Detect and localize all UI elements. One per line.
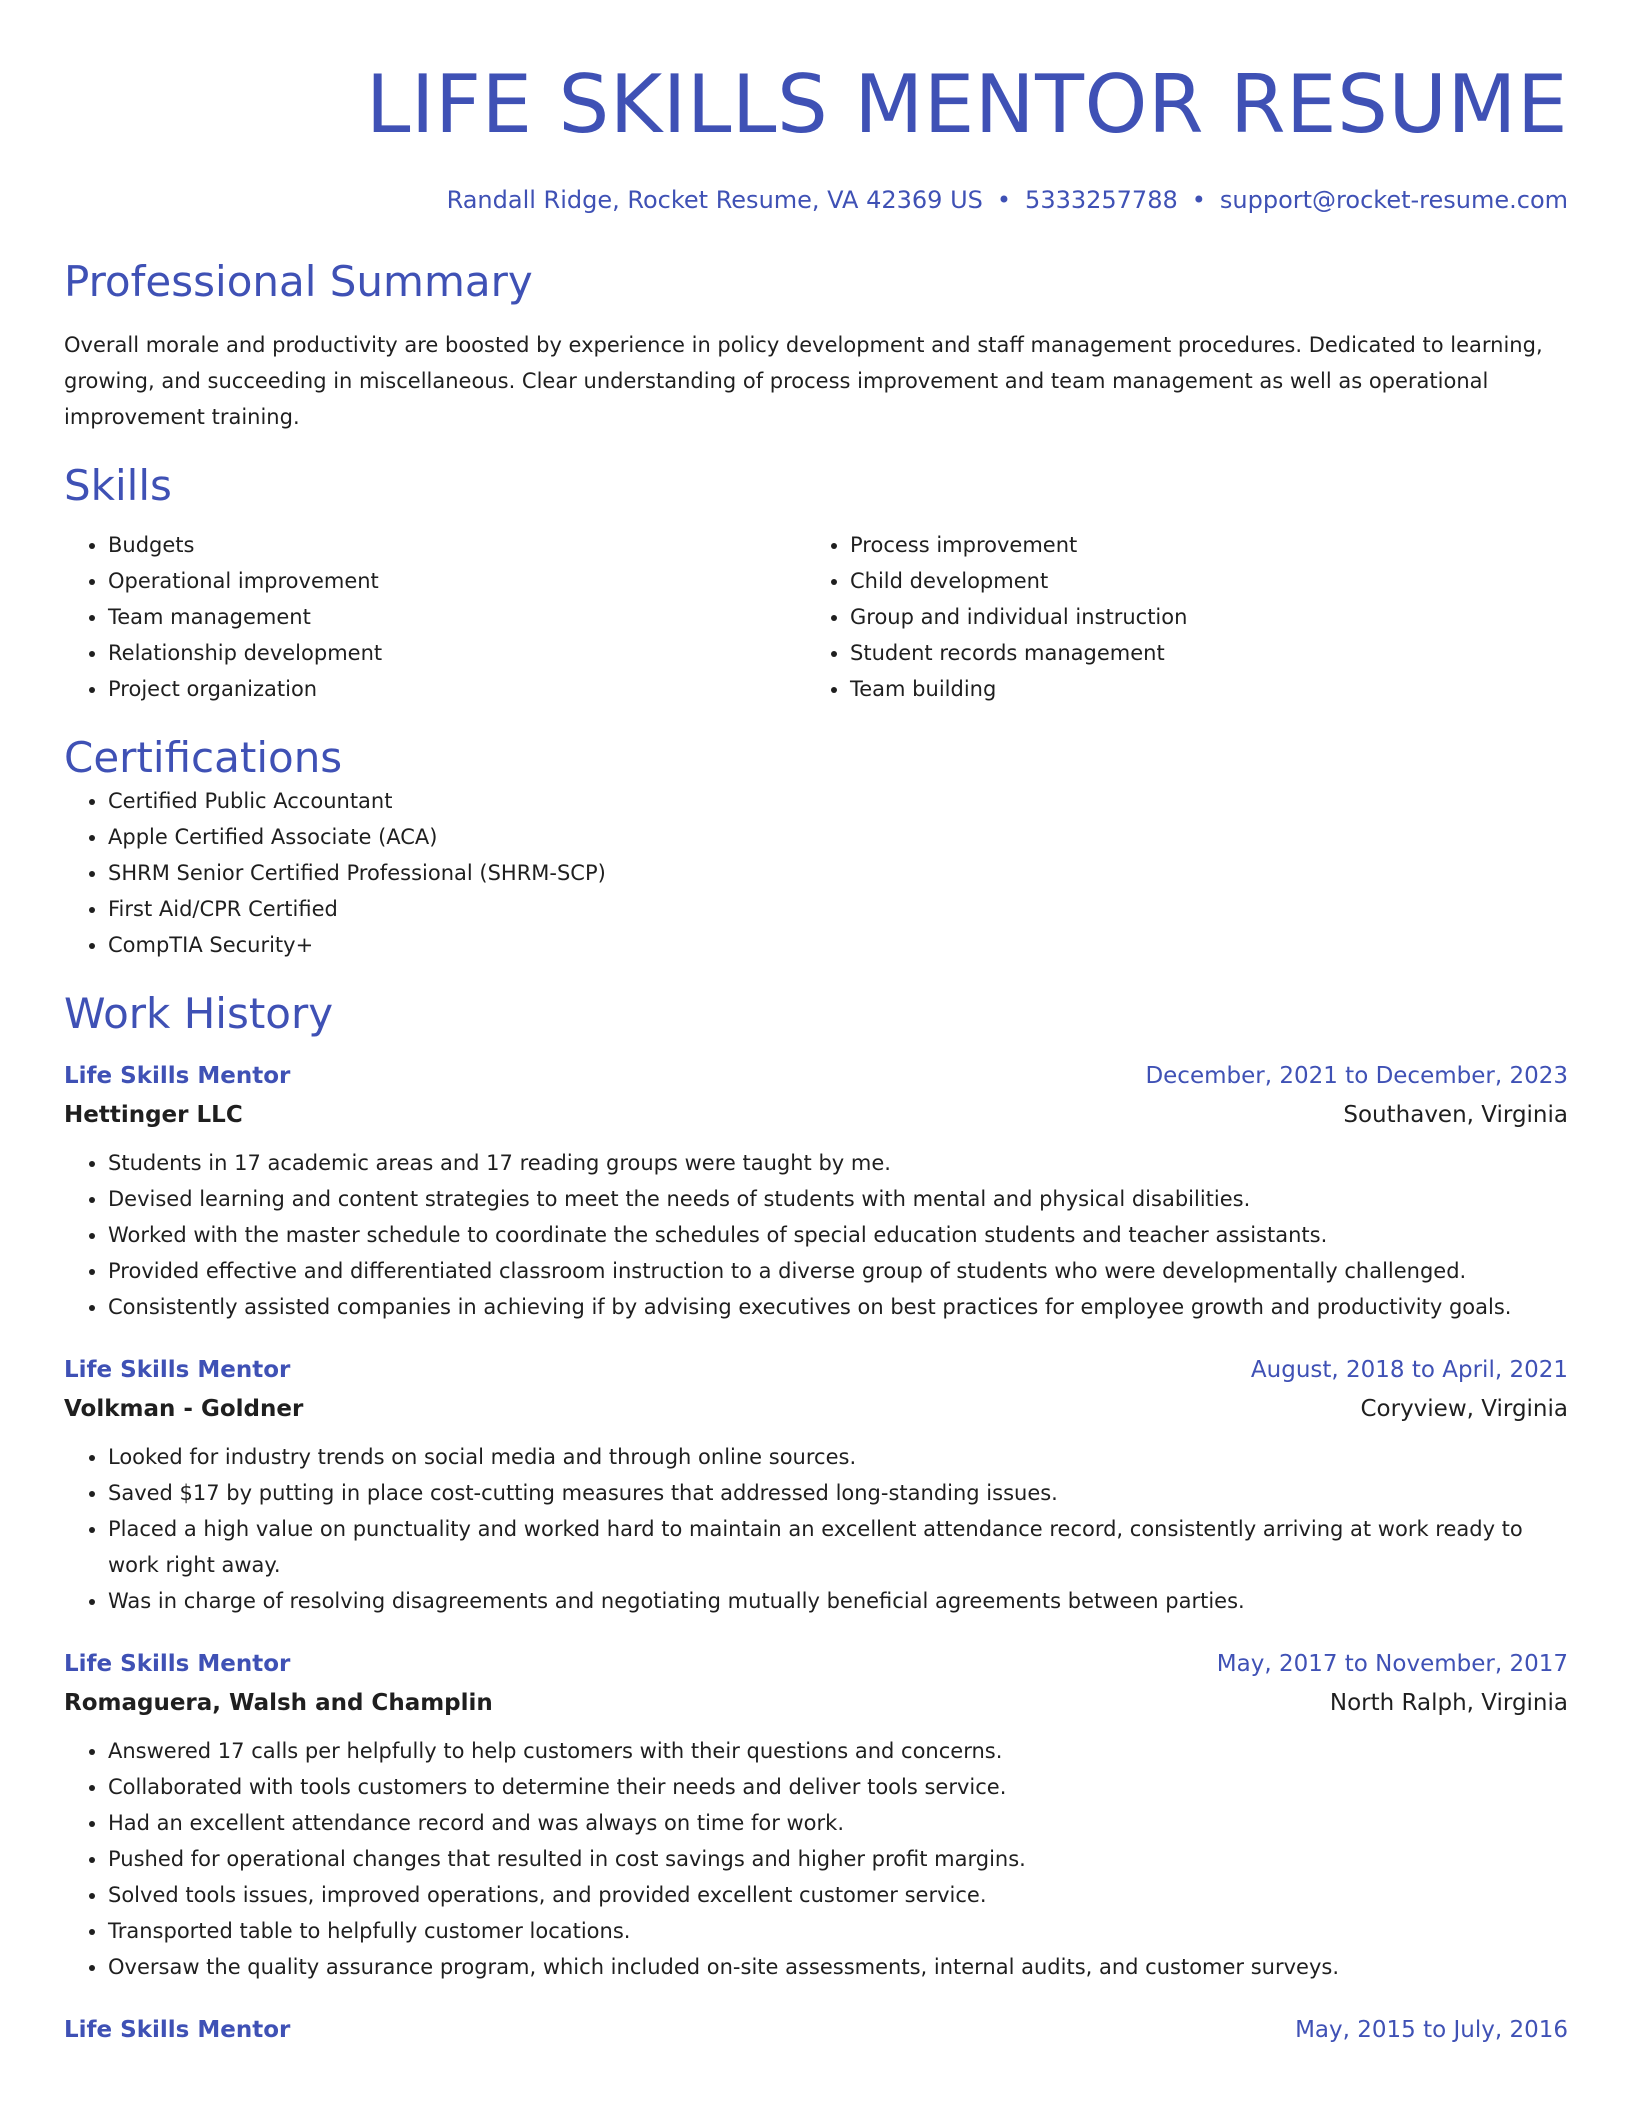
contact-separator: • <box>996 186 1012 214</box>
resume-header <box>64 0 1568 215</box>
certification-item: • SHRM Senior Certified Professional (SHRM-SCP) <box>108 855 1568 891</box>
skill-item: • Budgets <box>108 527 806 563</box>
job-company-row <box>64 1389 1568 1429</box>
job-location: Coryview, Virginia <box>1360 1396 1568 1422</box>
job-duty: • Provided effective and differentiated classroom instruction to a diverse group of students who were developmentally challenged. <box>108 1253 1568 1289</box>
job-entry <box>64 1057 1568 1325</box>
skills-list-left <box>64 527 806 707</box>
skills-column-right <box>806 527 1548 707</box>
job-role: Life Skills Mentor <box>64 1651 291 1677</box>
job-location: North Ralph, Virginia <box>1329 1690 1568 1716</box>
skill-item: • Relationship development <box>108 635 806 671</box>
job-dates: December, 2021 to December, 2023 <box>1145 1063 1568 1089</box>
job-duty: • Was in charge of resolving disagreements and negotiating mutually beneficial agreements between parties. <box>108 1583 1568 1619</box>
job-duty: • Devised learning and content strategies to meet the needs of students with mental and physical disabilities. <box>108 1181 1568 1217</box>
certification-item: • First Aid/CPR Certified <box>108 891 1568 927</box>
job-duty: • Answered 17 calls per helpfully to help customers with their questions and concerns. <box>108 1733 1568 1769</box>
page-title: LIFE SKILLS MENTOR RESUME <box>365 58 1568 151</box>
skill-item: • Child development <box>850 563 1548 599</box>
skills-list-right <box>806 527 1548 707</box>
certification-item: • Certified Public Accountant <box>108 783 1568 819</box>
skill-item: • Project organization <box>108 671 806 707</box>
certification-item: • CompTIA Security+ <box>108 927 1568 963</box>
job-company: Romaguera, Walsh and Champlin <box>64 1690 493 1716</box>
job-dates: August, 2018 to April, 2021 <box>1250 1357 1568 1383</box>
work-history-heading: Work History <box>64 989 334 1038</box>
job-entry <box>64 1645 1568 1985</box>
job-duty: • Consistently assisted companies in achieving if by advising executives on best practices for employee growth and productivity goals. <box>108 1289 1568 1325</box>
job-duty: • Transported table to helpfully customer locations. <box>108 1913 1568 1949</box>
job-header-row <box>64 1351 1568 1389</box>
job-location: Southaven, Virginia <box>1343 1102 1568 1128</box>
contact-line <box>64 185 1568 215</box>
skills-column-left <box>64 527 806 707</box>
job-dates: May, 2017 to November, 2017 <box>1216 1651 1568 1677</box>
skill-item: • Group and individual instruction <box>850 599 1548 635</box>
contact-address: Randall Ridge, Rocket Resume, VA 42369 US <box>446 186 983 214</box>
certification-item: • Apple Certified Associate (ACA) <box>108 819 1568 855</box>
contact-phone: 5333257788 <box>1025 186 1178 214</box>
job-duties-list <box>64 1145 1568 1325</box>
job-company-row <box>64 1095 1568 1135</box>
job-company: Hettinger LLC <box>64 1102 243 1128</box>
job-duty: • Looked for industry trends on social media and through online sources. <box>108 1439 1568 1475</box>
job-dates: May, 2015 to July, 2016 <box>1295 2017 1568 2043</box>
skills-grid <box>64 527 1568 707</box>
skills-heading: Skills <box>64 461 172 510</box>
summary-text: Overall morale and productivity are boosted by experience in policy development and staff management procedures. Dedicated to learning, growing, and succeeding in miscellaneous. Clear understanding of process improvement and team management as well as operational improvement training. <box>64 333 1543 429</box>
job-duty: • Collaborated with tools customers to determine their needs and deliver tools service. <box>108 1769 1568 1805</box>
job-entry <box>64 2011 1568 2049</box>
job-duties-list <box>64 1439 1568 1619</box>
certifications-heading: Certifications <box>64 733 343 782</box>
skill-item: • Team management <box>108 599 806 635</box>
contact-separator: • <box>1191 186 1206 214</box>
skill-item: • Team building <box>850 671 1548 707</box>
job-entry <box>64 1351 1568 1619</box>
contact-email: support@rocket-resume.com <box>1219 186 1568 214</box>
job-role: Life Skills Mentor <box>64 2017 291 2043</box>
job-company-row <box>64 1683 1568 1723</box>
job-role: Life Skills Mentor <box>64 1357 291 1383</box>
job-duty: • Pushed for operational changes that resulted in cost savings and higher profit margins. <box>108 1841 1568 1877</box>
job-duty: • Had an excellent attendance record and was always on time for work. <box>108 1805 1568 1841</box>
job-duty: • Oversaw the quality assurance program, which included on-site assessments, internal audits, and customer surveys. <box>108 1949 1568 1985</box>
skill-item: • Operational improvement <box>108 563 806 599</box>
job-duty: • Solved tools issues, improved operations, and provided excellent customer service. <box>108 1877 1568 1913</box>
job-duties-list <box>64 1733 1568 1985</box>
certifications-list <box>64 783 1568 963</box>
summary-heading: Professional Summary <box>64 257 533 306</box>
job-header-row <box>64 1057 1568 1095</box>
job-role: Life Skills Mentor <box>64 1063 291 1089</box>
job-duty: • Placed a high value on punctuality and worked hard to maintain an excellent attendance record, consistently arriving at work ready to work right away. <box>108 1511 1568 1583</box>
job-duty: • Saved $17 by putting in place cost-cutting measures that addressed long-standing issues. <box>108 1475 1568 1511</box>
job-header-row <box>64 1645 1568 1683</box>
job-header-row <box>64 2011 1568 2049</box>
skill-item: • Process improvement <box>850 527 1548 563</box>
job-duty: • Worked with the master schedule to coordinate the schedules of special education students and teacher assistants. <box>108 1217 1568 1253</box>
job-duty: • Students in 17 academic areas and 17 reading groups were taught by me. <box>108 1145 1568 1181</box>
job-company: Volkman - Goldner <box>64 1396 304 1422</box>
skill-item: • Student records management <box>850 635 1548 671</box>
